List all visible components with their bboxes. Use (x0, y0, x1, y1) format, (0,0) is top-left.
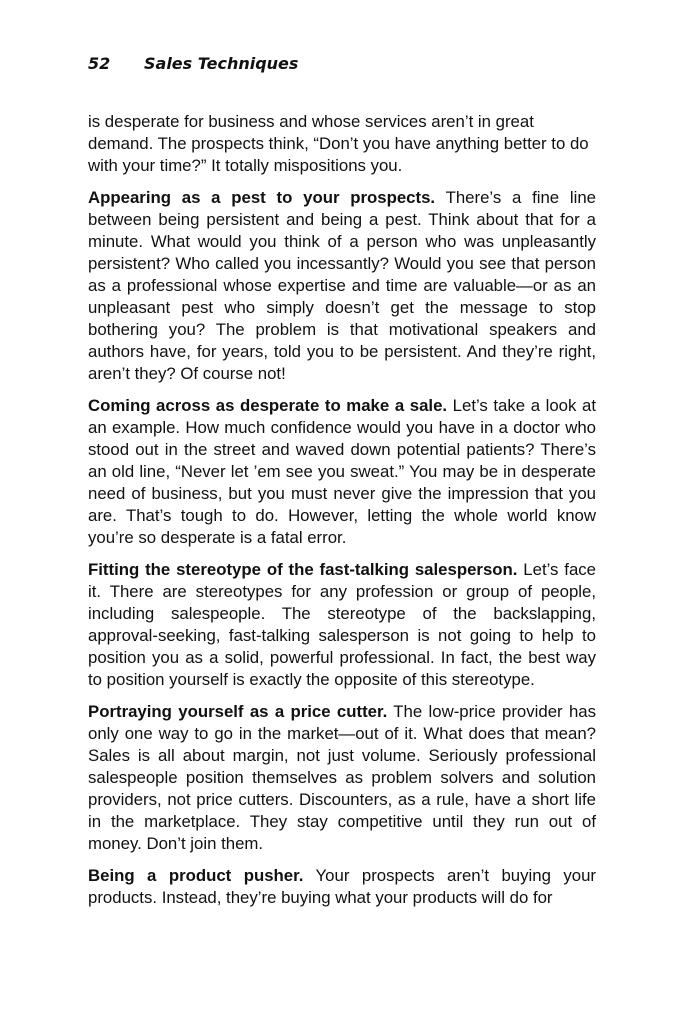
running-title: Sales Techniques (144, 54, 299, 73)
paragraph-text: Let’s take a look at an example. How much confidence would you have in a doctor who stood out in the street and waved down potential patients? There’s an old line, “Never let ’em see you sweat.” You may be in desperate need of business, but you must never give the impression that you are. That’s tough to do. However, letting the whole world know you’re so desperate is a fatal error. (88, 396, 596, 547)
paragraph-text: is desperate for business and whose services aren’t in great demand. The prospects think, “Don’t you have anything better to do with your time?” It totally mispositions you. (88, 112, 589, 175)
body-text (88, 111, 596, 919)
paragraph-lead: Appearing as a pest to your prospects. (88, 188, 436, 207)
paragraph-product-pusher (88, 865, 596, 909)
paragraph-text: There’s a fine line between being persistent and being a pest. Think about that for a minute. What would you think of a person who was unpleasantly persistent? Who called you incessantly? Would you see that person as a professional whose expertise and time are valuable—or as an unpleasant pest who simply doesn’t get the message to stop bothering you? The problem is that motivational speakers and authors have, for years, told you to be persistent. And they’re right, aren’t they? Of course not! (88, 188, 597, 383)
paragraph-pest (88, 187, 596, 385)
paragraph-lead: Fitting the stereotype of the fast-talking salesperson. (88, 560, 518, 579)
page-number: 52 (88, 54, 111, 73)
paragraph-lead: Being a product pusher. (88, 866, 304, 885)
paragraph-text: Let’s face it. There are stereotypes for any profession or group of people, including salespeople. The stereotype of the backslapping, approval-seeking, fast-talking salesperson is not going to help to position you as a solid, powerful professional. In fact, the best way to position yourself is exactly the opposite of this stereotype. (88, 560, 597, 689)
paragraph-price-cutter (88, 701, 596, 855)
paragraph-lead: Portraying yourself as a price cutter. (88, 702, 388, 721)
paragraph-text: Your prospects aren’t buying your products. Instead, they’re buying what your products will do for (88, 866, 596, 907)
paragraph-lead: Coming across as desperate to make a sale. (88, 396, 448, 415)
paragraph-stereotype (88, 559, 596, 691)
paragraph-text: The low-price provider has only one way to go in the market—out of it. What does that mean? Sales is all about margin, not just volume. Seriously professional salespeople position themselves as problem solvers and solution providers, not price cutters. Discounters, as a rule, have a short life in the marketplace. They stay competitive until they run out of money. Don’t join them. (88, 702, 597, 853)
paragraph-continuation (88, 111, 596, 177)
running-head (88, 54, 298, 74)
paragraph-desperate (88, 395, 596, 549)
